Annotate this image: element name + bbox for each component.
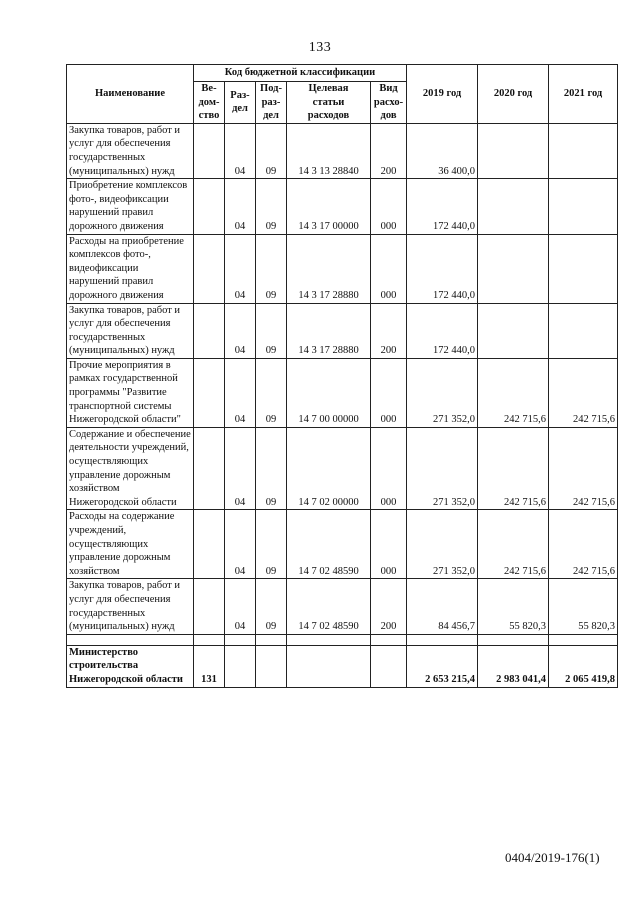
total-row	[67, 645, 618, 687]
cell-vedomstvo	[194, 579, 225, 634]
header-classification-group: Код бюджетной классификации	[194, 65, 407, 82]
cell-vedomstvo	[194, 179, 225, 234]
table-body	[67, 123, 618, 687]
cell-2019: 271 352,0	[407, 427, 478, 510]
cell-tselevaya: 14 7 02 00000	[287, 427, 371, 510]
table-row	[67, 303, 618, 358]
cell-2019: 172 440,0	[407, 303, 478, 358]
cell-razdel: 04	[225, 303, 256, 358]
cell-name: Расходы на приобретение комплексов фото-, видеофиксации нарушений правил дорожного движения	[67, 234, 194, 303]
cell-2020: 55 820,3	[478, 579, 549, 634]
cell-2020: 242 715,6	[478, 358, 549, 427]
cell-vedomstvo	[194, 234, 225, 303]
cell-name: Содержание и обеспечение деятельности учреждений, осуществляющих управление дорожным хозяйством Нижегородской области	[67, 427, 194, 510]
cell-2021	[549, 123, 618, 178]
cell-vid: 200	[371, 303, 407, 358]
header-vedomstvo: Ве- дом- ство	[194, 82, 225, 124]
cell-2019: 2 653 215,4	[407, 645, 478, 687]
empty-cell	[256, 634, 287, 645]
header-2020: 2020 год	[478, 65, 549, 124]
cell-name: Расходы на содержание учреждений, осуществляющих управление дорожным хозяйством	[67, 510, 194, 579]
cell-2021: 2 065 419,8	[549, 645, 618, 687]
table-row	[67, 234, 618, 303]
cell-2020: 242 715,6	[478, 427, 549, 510]
cell-razdel: 04	[225, 579, 256, 634]
cell-2020	[478, 179, 549, 234]
cell-2021: 55 820,3	[549, 579, 618, 634]
cell-razdel: 04	[225, 123, 256, 178]
header-2019: 2019 год	[407, 65, 478, 124]
page-number: 133	[308, 40, 332, 55]
cell-name: Закупка товаров, работ и услуг для обеспечения государственных (муниципальных) нужд	[67, 123, 194, 178]
cell-2021	[549, 179, 618, 234]
cell-2021: 242 715,6	[549, 427, 618, 510]
empty-cell	[549, 634, 618, 645]
document-code: 0404/2019-176(1)	[505, 850, 600, 865]
cell-name: Приобретение комплексов фото-, видеофиксации нарушений правил дорожного движения	[67, 179, 194, 234]
empty-cell	[371, 634, 407, 645]
cell-vedomstvo	[194, 358, 225, 427]
cell-tselevaya: 14 3 13 28840	[287, 123, 371, 178]
cell-2020	[478, 123, 549, 178]
cell-2019: 84 456,7	[407, 579, 478, 634]
cell-2020	[478, 234, 549, 303]
cell-name: Закупка товаров, работ и услуг для обеспечения государственных (муниципальных) нужд	[67, 579, 194, 634]
table-header-row	[67, 65, 618, 82]
cell-2019: 36 400,0	[407, 123, 478, 178]
cell-razdel: 04	[225, 234, 256, 303]
cell-vedomstvo	[194, 123, 225, 178]
cell-2021: 242 715,6	[549, 510, 618, 579]
table-row	[67, 123, 618, 178]
cell-vedomstvo: 131	[194, 645, 225, 687]
header-2021: 2021 год	[549, 65, 618, 124]
cell-name: Закупка товаров, работ и услуг для обеспечения государственных (муниципальных) нужд	[67, 303, 194, 358]
cell-podrazdel	[256, 645, 287, 687]
cell-razdel: 04	[225, 510, 256, 579]
empty-cell	[67, 634, 194, 645]
spacer-row	[67, 634, 618, 645]
cell-tselevaya: 14 7 00 00000	[287, 358, 371, 427]
cell-2021: 242 715,6	[549, 358, 618, 427]
cell-2019: 271 352,0	[407, 510, 478, 579]
header-tselevaya: Целевая статьи расходов	[287, 82, 371, 124]
cell-podrazdel: 09	[256, 234, 287, 303]
cell-podrazdel: 09	[256, 510, 287, 579]
cell-vid: 000	[371, 510, 407, 579]
cell-name: Прочие мероприятия в рамках государственной программы "Развитие транспортной системы Нижегородской области"	[67, 358, 194, 427]
cell-podrazdel: 09	[256, 179, 287, 234]
cell-2021	[549, 234, 618, 303]
cell-2020	[478, 303, 549, 358]
cell-podrazdel: 09	[256, 358, 287, 427]
header-razdel: Раз- дел	[225, 82, 256, 124]
empty-cell	[225, 634, 256, 645]
cell-vedomstvo	[194, 427, 225, 510]
cell-tselevaya: 14 3 17 28880	[287, 303, 371, 358]
cell-vid: 000	[371, 427, 407, 510]
cell-vid: 200	[371, 579, 407, 634]
cell-vid	[371, 645, 407, 687]
table-row	[67, 358, 618, 427]
header-vid: Вид расхо- дов	[371, 82, 407, 124]
cell-2019: 172 440,0	[407, 179, 478, 234]
cell-podrazdel: 09	[256, 579, 287, 634]
cell-tselevaya: 14 3 17 28880	[287, 234, 371, 303]
cell-razdel	[225, 645, 256, 687]
cell-tselevaya: 14 7 02 48590	[287, 579, 371, 634]
cell-podrazdel: 09	[256, 303, 287, 358]
cell-vedomstvo	[194, 510, 225, 579]
table-row	[67, 510, 618, 579]
header-podrazdel: Под- раз- дел	[256, 82, 287, 124]
cell-tselevaya	[287, 645, 371, 687]
header-name: Наименование	[67, 65, 194, 124]
cell-razdel: 04	[225, 427, 256, 510]
cell-vid: 000	[371, 358, 407, 427]
cell-vid: 000	[371, 179, 407, 234]
cell-tselevaya: 14 7 02 48590	[287, 510, 371, 579]
empty-cell	[407, 634, 478, 645]
table-row	[67, 179, 618, 234]
budget-table	[66, 64, 618, 688]
cell-razdel: 04	[225, 179, 256, 234]
cell-2021	[549, 303, 618, 358]
cell-vid: 200	[371, 123, 407, 178]
cell-2019: 172 440,0	[407, 234, 478, 303]
table-row	[67, 579, 618, 634]
empty-cell	[478, 634, 549, 645]
cell-2019: 271 352,0	[407, 358, 478, 427]
cell-podrazdel: 09	[256, 123, 287, 178]
cell-razdel: 04	[225, 358, 256, 427]
cell-vid: 000	[371, 234, 407, 303]
cell-vedomstvo	[194, 303, 225, 358]
cell-name: Министерство строительства Нижегородской области	[67, 645, 194, 687]
cell-podrazdel: 09	[256, 427, 287, 510]
empty-cell	[287, 634, 371, 645]
empty-cell	[194, 634, 225, 645]
cell-2020: 242 715,6	[478, 510, 549, 579]
cell-2020: 2 983 041,4	[478, 645, 549, 687]
cell-tselevaya: 14 3 17 00000	[287, 179, 371, 234]
table-row	[67, 427, 618, 510]
